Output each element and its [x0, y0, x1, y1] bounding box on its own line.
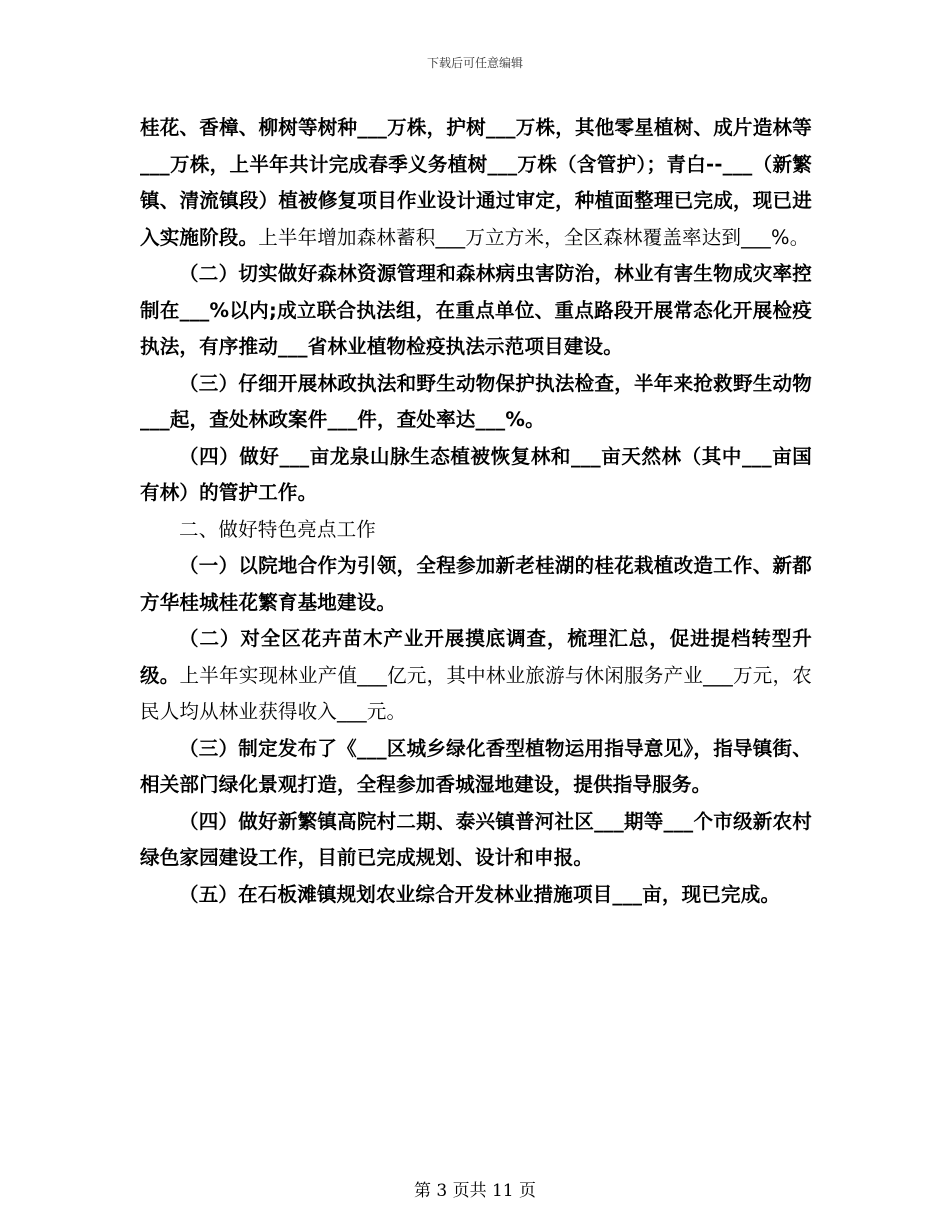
paragraph-planting [140, 110, 812, 256]
page-footer: 第 3 页共 11 页 [413, 1181, 537, 1201]
document-body [140, 110, 812, 913]
page-header: 下载后可任意编辑 [426, 56, 523, 70]
paragraph-text-normal: 上半年实现林业产值___亿元，其中林业旅游与休闲服务产业___万元，农民人均从林业获得收入___元。 [140, 663, 812, 723]
paragraph-forest-management: （二）切实做好森林资源管理和森林病虫害防治，林业有害生物成灾率控制在___%以内;成立联合执法组，在重点单位、重点路段开展常态化开展检疫执法，有序推动___省林业植物检疫执法示范项目建设。 [140, 262, 812, 358]
paragraph-vegetation-care: （四）做好___亩龙泉山脉生态植被恢复林和___亩天然林（其中___亩国有林）的管护工作。 [140, 444, 812, 504]
paragraph-nursery-industry [140, 621, 812, 731]
paragraph-text-normal: 上半年增加森林蓄积___万立方米，全区森林覆盖率达到___%。 [258, 225, 810, 249]
paragraph-text-bold: 桂花、香樟、柳树等树种___万株，护树___万株，其他零星植树、成片造林等___万株，上半年共计完成春季义务植树___万株（含管护）；青白--___（新繁镇、清流镇段）植被修复项目作业设计通过审定，种植面整理已完成，现已进入实施阶段。 [140, 116, 812, 249]
paragraph-law-enforcement: （三）仔细开展林政执法和野生动物保护执法检查，半年来抢救野生动物___起，查处林政案件___件，查处率达___%。 [140, 371, 812, 431]
paragraph-agri-project: （五）在石板滩镇规划农业综合开发林业措施项目___亩，现已完成。 [179, 882, 781, 906]
paragraph-osmanthus: （一）以院地合作为引领，全程参加新老桂湖的桂花栽植改造工作、新都方华桂城桂花繁育基地建设。 [140, 554, 812, 614]
section-heading: 二、做好特色亮点工作 [179, 517, 377, 541]
paragraph-greening-guidance: （三）制定发布了《___区城乡绿化香型植物运用指导意见》，指导镇街、相关部门绿化景观打造，全程参加香城湿地建设，提供指导服务。 [140, 736, 812, 796]
paragraph-green-homes: （四）做好新繁镇高院村二期、泰兴镇普河社区___期等___个市级新农村绿色家园建设工作，目前已完成规划、设计和申报。 [140, 809, 812, 869]
paragraph-text-bold: （二）对全区花卉苗木产业开展摸底调查，梳理汇总，促进提档转型升级。 [140, 627, 812, 687]
